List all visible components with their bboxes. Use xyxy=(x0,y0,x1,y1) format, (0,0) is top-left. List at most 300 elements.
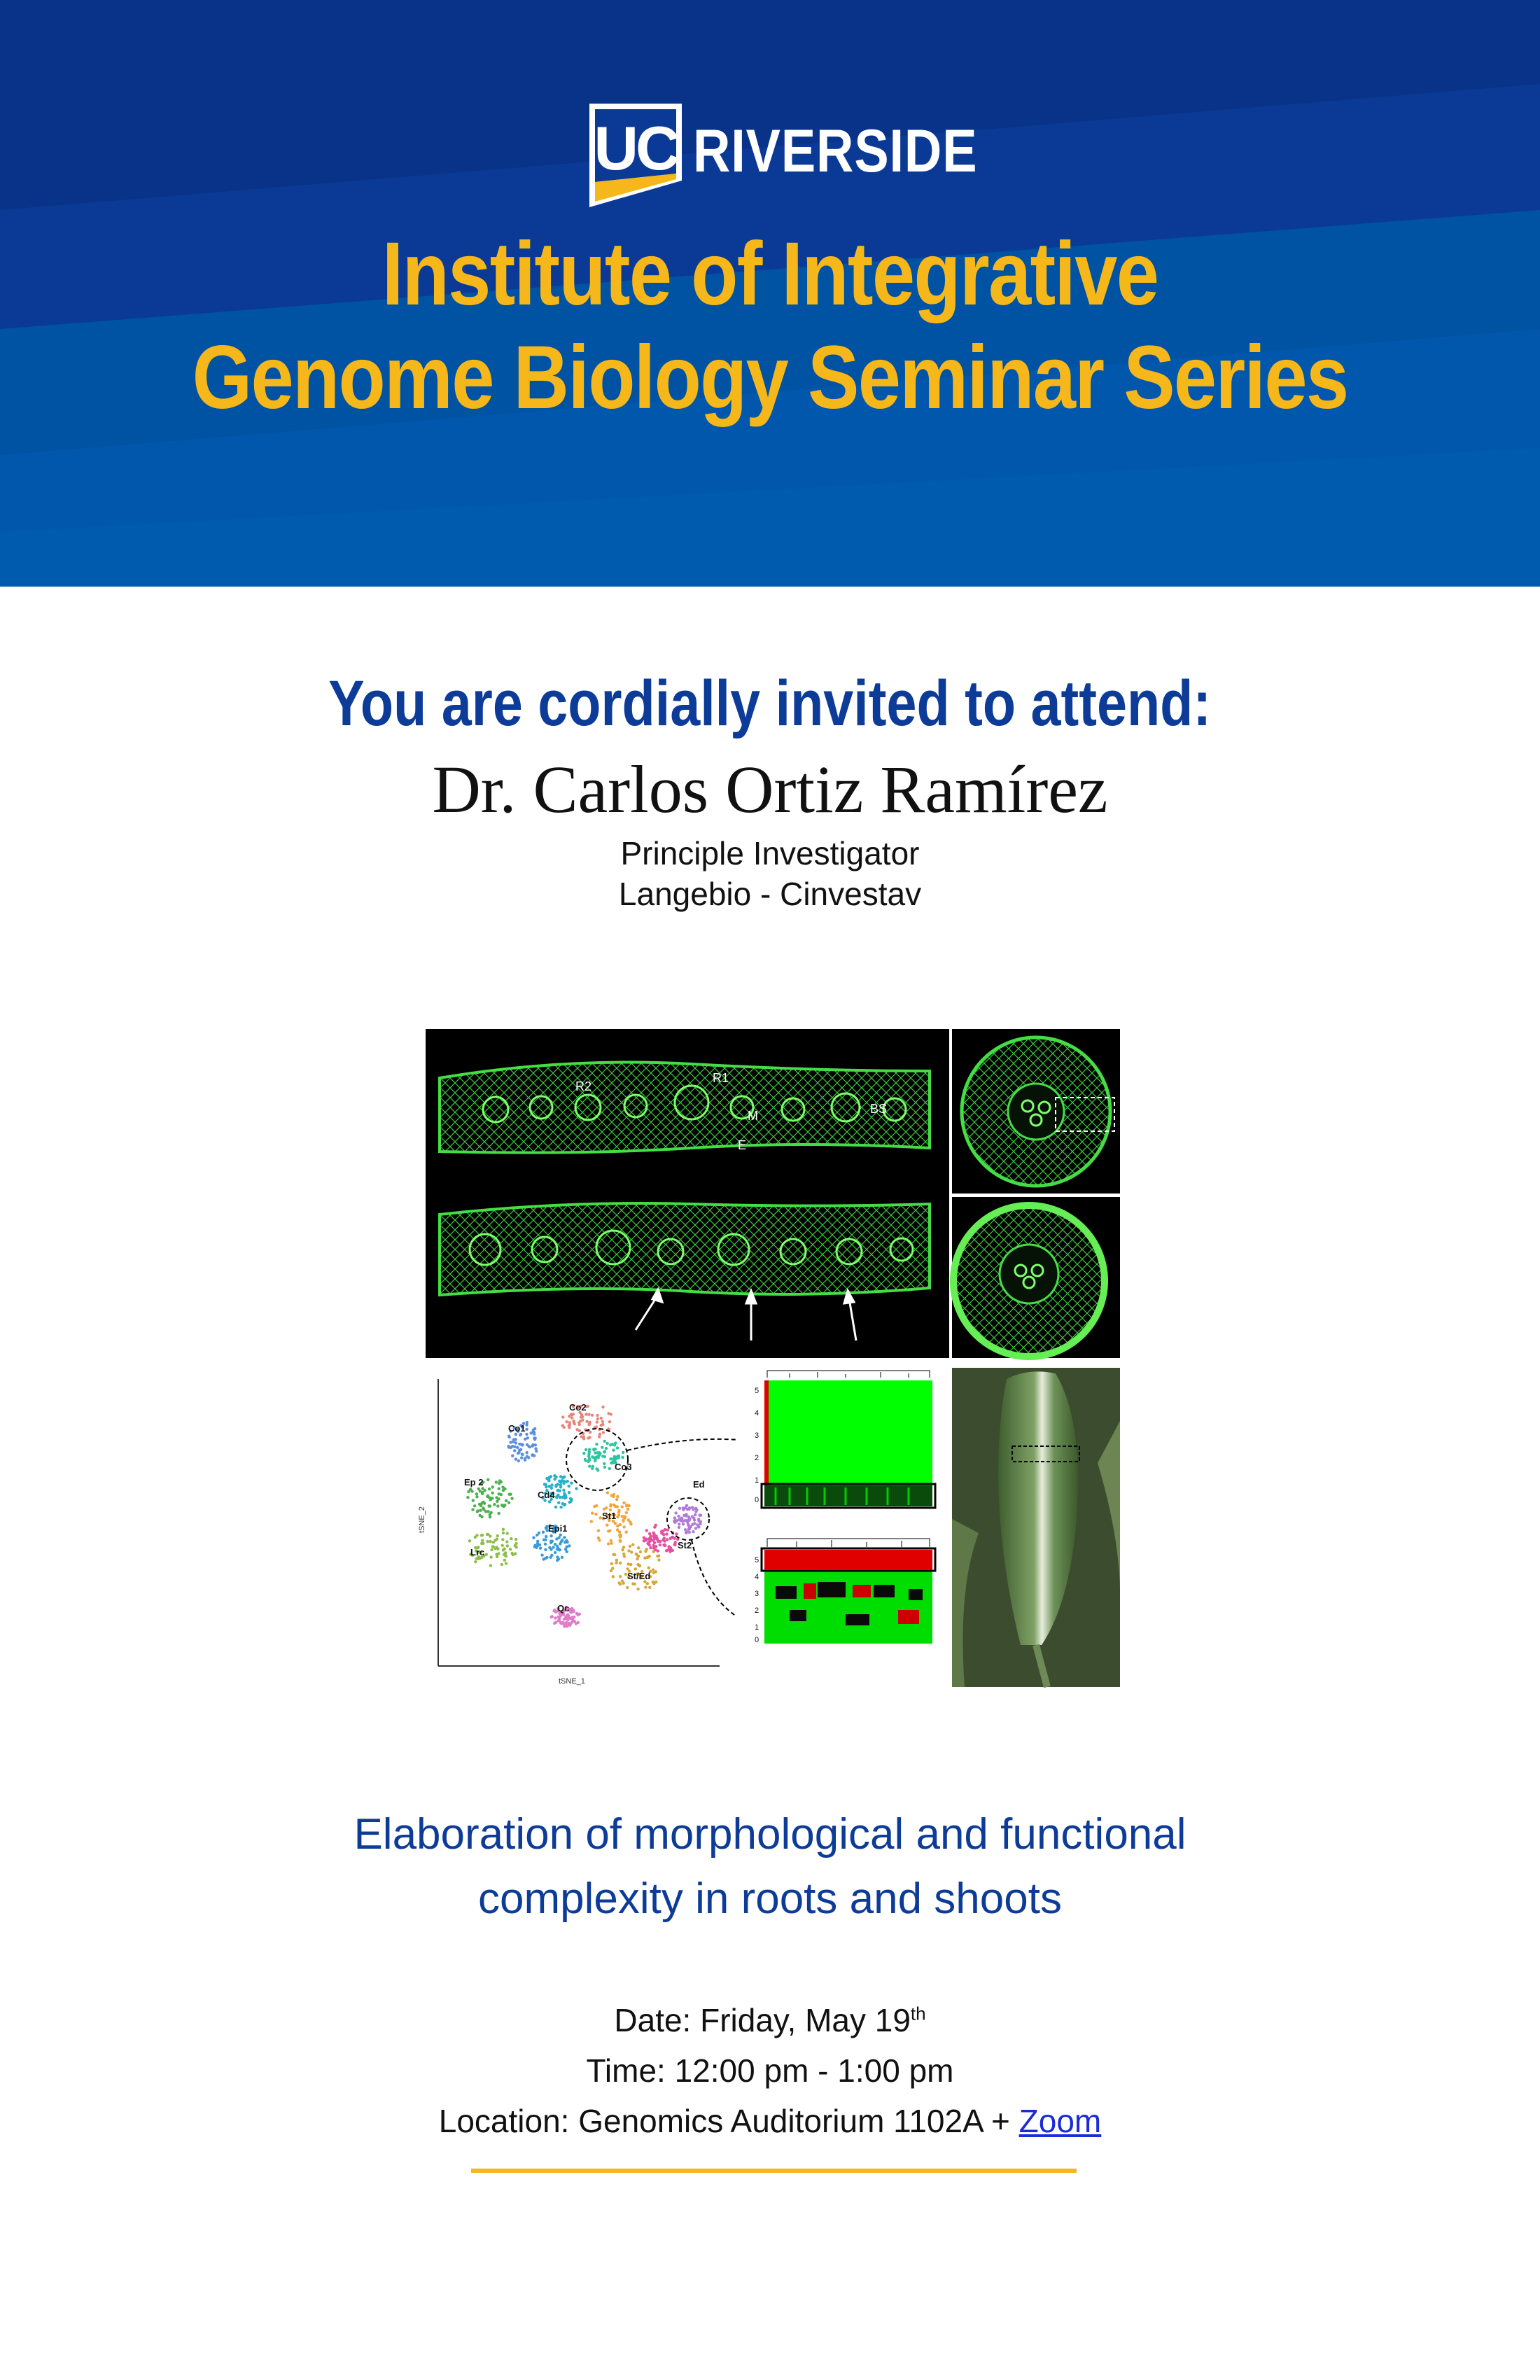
cluster-point xyxy=(598,1433,601,1436)
cluster-point xyxy=(588,1448,591,1451)
cluster-point xyxy=(514,1441,517,1444)
cluster-point xyxy=(614,1522,617,1525)
cluster-point xyxy=(654,1524,657,1527)
cluster-point xyxy=(617,1581,620,1584)
cluster-point xyxy=(588,1436,591,1438)
leaf-photo-panel xyxy=(952,1368,1120,1687)
cluster-label: Qc xyxy=(557,1603,570,1614)
cluster-point xyxy=(577,1621,580,1624)
cluster-point xyxy=(609,1443,612,1446)
cluster-point xyxy=(666,1538,668,1541)
cluster-point xyxy=(621,1548,624,1551)
cluster-point xyxy=(520,1443,523,1446)
cluster-point xyxy=(680,1519,683,1522)
cluster-point xyxy=(694,1507,697,1510)
cluster-point xyxy=(547,1478,550,1481)
cluster-point xyxy=(564,1541,567,1544)
cluster-point xyxy=(610,1539,612,1542)
riverside-logo-text: RIVERSIDE xyxy=(693,118,978,185)
cluster-point xyxy=(659,1544,662,1546)
cluster-point xyxy=(486,1540,489,1543)
cluster-point xyxy=(496,1534,499,1537)
cluster-point xyxy=(494,1539,497,1541)
cluster-point xyxy=(550,1534,552,1537)
cluster-point xyxy=(544,1543,547,1546)
cluster-point xyxy=(514,1457,517,1460)
cluster-point xyxy=(596,1414,598,1417)
cluster-point xyxy=(688,1518,691,1520)
cluster-point xyxy=(601,1406,604,1408)
cluster-point xyxy=(507,1445,510,1448)
cluster-point xyxy=(562,1480,565,1483)
cluster-point xyxy=(639,1550,642,1553)
cluster-point xyxy=(592,1465,594,1468)
cluster-point xyxy=(538,1532,540,1534)
cluster-label: Cd4 xyxy=(538,1490,555,1500)
cluster-point xyxy=(484,1510,487,1513)
institute-title-line2: Genome Biology Seminar Series xyxy=(192,328,1348,428)
cluster-point xyxy=(673,1521,676,1524)
cluster-point xyxy=(662,1533,665,1536)
cluster-point xyxy=(619,1534,622,1536)
cluster-point xyxy=(644,1586,647,1588)
cluster-point xyxy=(559,1548,561,1551)
cluster-point xyxy=(595,1504,598,1507)
cluster-point xyxy=(568,1501,571,1504)
date-suffix: th xyxy=(910,2003,926,2024)
cluster-point xyxy=(554,1616,556,1619)
cluster-point xyxy=(646,1542,649,1545)
cluster-point xyxy=(559,1475,562,1478)
cluster-point xyxy=(697,1518,700,1520)
cluster-point xyxy=(578,1429,581,1432)
cluster-point xyxy=(491,1497,493,1499)
cluster-point xyxy=(646,1582,649,1585)
cluster-point xyxy=(626,1508,629,1511)
cluster-point xyxy=(510,1537,512,1540)
cluster-point xyxy=(556,1559,559,1562)
heatmap-row-label: 2 xyxy=(755,1606,760,1615)
cluster-point xyxy=(691,1506,694,1508)
cluster-point xyxy=(554,1543,556,1546)
cluster-point xyxy=(559,1534,562,1536)
cluster-point xyxy=(477,1488,480,1490)
talk-title-line2: complexity in roots and shoots xyxy=(478,1875,1062,1923)
cluster-point xyxy=(535,1546,538,1549)
cluster-point xyxy=(472,1499,475,1502)
cluster-point xyxy=(584,1448,587,1451)
cluster-point xyxy=(573,1421,575,1424)
cluster-point xyxy=(468,1539,471,1542)
cluster-point xyxy=(678,1526,680,1529)
cluster-point xyxy=(493,1503,496,1506)
cluster-point xyxy=(561,1424,564,1427)
heatmap-row-label: 3 xyxy=(755,1590,760,1598)
cluster-point xyxy=(506,1544,509,1547)
cluster-point xyxy=(510,1552,513,1555)
cluster-point xyxy=(554,1620,557,1623)
cluster-point xyxy=(606,1491,609,1494)
cluster-point xyxy=(501,1544,504,1547)
cluster-point xyxy=(610,1457,612,1460)
cluster-point xyxy=(631,1543,634,1546)
cluster-point xyxy=(531,1443,534,1446)
cluster-point xyxy=(644,1550,647,1553)
cluster-point xyxy=(482,1506,484,1509)
cluster-point xyxy=(652,1539,654,1541)
cluster-point xyxy=(631,1582,634,1585)
cluster-point xyxy=(503,1504,506,1506)
cluster-point xyxy=(649,1539,652,1542)
cluster-point xyxy=(584,1413,587,1415)
cluster-point xyxy=(481,1534,484,1536)
cluster-point xyxy=(578,1423,581,1426)
cluster-point xyxy=(519,1448,522,1451)
cluster-point xyxy=(607,1412,610,1415)
heatmap-row-label: 4 xyxy=(755,1409,760,1418)
cluster-point xyxy=(616,1516,619,1518)
cluster-point xyxy=(610,1562,613,1565)
cluster-point xyxy=(609,1504,612,1507)
cluster-point xyxy=(482,1542,484,1545)
cluster-point xyxy=(598,1452,601,1455)
event-location: Location: Genomics Auditorium 1102A + Zoom xyxy=(438,2103,1102,2139)
cluster-point xyxy=(545,1483,547,1486)
cluster-point xyxy=(568,1623,570,1626)
cluster-point xyxy=(544,1539,547,1541)
cluster-point xyxy=(682,1522,685,1525)
cluster-point xyxy=(550,1616,552,1618)
cluster-point xyxy=(481,1539,484,1542)
heatmap-top xyxy=(736,1368,949,1520)
cluster-point xyxy=(473,1504,476,1507)
cluster-point xyxy=(513,1449,516,1452)
cluster-point xyxy=(697,1525,700,1528)
cluster-point xyxy=(500,1493,503,1496)
cluster-point xyxy=(637,1546,640,1549)
cluster-point xyxy=(612,1575,615,1578)
cluster-point xyxy=(488,1488,491,1490)
cluster-point xyxy=(475,1534,478,1536)
cluster-label: Ed xyxy=(693,1479,705,1490)
cluster-point xyxy=(648,1555,650,1558)
cluster-label: Co3 xyxy=(615,1462,632,1472)
cluster-point xyxy=(630,1550,633,1553)
cluster-point xyxy=(617,1509,620,1512)
cluster-point xyxy=(619,1540,622,1543)
cluster-point xyxy=(625,1504,628,1507)
cluster-point xyxy=(568,1544,570,1547)
speaker-affiliation: Langebio - Cinvestav xyxy=(618,876,922,912)
cluster-point xyxy=(605,1447,608,1450)
cluster-point xyxy=(622,1525,625,1528)
cluster-point xyxy=(538,1544,541,1546)
cluster-point xyxy=(601,1420,604,1423)
cluster-point xyxy=(533,1433,536,1436)
heatmap-row-label: 2 xyxy=(755,1454,760,1462)
cluster-point xyxy=(616,1528,619,1531)
cluster-point xyxy=(534,1436,537,1439)
cluster-point xyxy=(466,1496,469,1499)
cluster-point xyxy=(648,1586,651,1589)
cluster-point xyxy=(562,1613,565,1616)
cluster-point xyxy=(572,1609,575,1611)
cluster-point xyxy=(568,1485,570,1488)
section-label: BS xyxy=(870,1102,888,1116)
cluster-point xyxy=(531,1453,533,1456)
cluster-point xyxy=(663,1539,666,1542)
section-label: E xyxy=(738,1138,747,1152)
cluster-label: St1 xyxy=(602,1511,617,1521)
cluster-point xyxy=(622,1520,624,1522)
cluster-point xyxy=(699,1514,702,1517)
cluster-point xyxy=(496,1548,499,1550)
cluster-point xyxy=(619,1575,622,1578)
cluster-point xyxy=(532,1536,535,1539)
research-figure xyxy=(418,1029,1120,1687)
cluster-point xyxy=(612,1553,615,1556)
cluster-point xyxy=(570,1413,573,1416)
cluster-point xyxy=(694,1510,697,1513)
cluster-label: Co2 xyxy=(569,1402,587,1413)
cluster-point xyxy=(511,1455,514,1457)
cluster-point xyxy=(492,1545,495,1548)
cluster-point xyxy=(580,1415,582,1418)
cluster-point xyxy=(664,1544,666,1547)
cluster-label: Co1 xyxy=(508,1423,526,1434)
heatmap-row-label: 3 xyxy=(755,1432,760,1440)
cluster-point xyxy=(584,1458,587,1461)
cluster-point xyxy=(615,1561,617,1564)
cluster-point xyxy=(545,1527,547,1530)
cluster-point xyxy=(557,1536,560,1539)
cluster-point xyxy=(587,1413,590,1416)
speaker-role: Principle Investigator xyxy=(620,835,920,872)
zoom-link[interactable]: Zoom xyxy=(1018,2103,1102,2139)
cluster-point xyxy=(557,1502,560,1504)
cluster-point xyxy=(663,1536,666,1539)
cluster-point xyxy=(616,1525,619,1527)
cluster-point xyxy=(504,1551,507,1554)
cluster-point xyxy=(616,1505,619,1508)
cluster-point xyxy=(621,1505,624,1508)
cluster-point xyxy=(645,1529,648,1532)
cluster-label: St/Ed xyxy=(627,1571,651,1581)
cluster-point xyxy=(476,1510,479,1513)
cluster-point xyxy=(688,1531,691,1534)
cluster-point xyxy=(596,1420,598,1423)
cluster-point xyxy=(616,1446,619,1449)
cluster-point xyxy=(625,1511,628,1514)
cluster-point xyxy=(619,1562,622,1564)
cluster-point xyxy=(569,1617,572,1620)
cluster-point xyxy=(590,1520,593,1522)
cluster-point xyxy=(524,1457,526,1460)
cluster-point xyxy=(665,1532,668,1535)
cluster-point xyxy=(497,1512,500,1515)
cluster-point xyxy=(520,1456,523,1459)
cluster-point xyxy=(528,1446,531,1448)
cluster-point xyxy=(678,1522,680,1525)
cluster-label: Ep 2 xyxy=(464,1477,484,1488)
gold-divider xyxy=(471,2169,1077,2173)
cluster-point xyxy=(617,1457,620,1460)
cluster-point xyxy=(556,1489,559,1492)
cluster-point xyxy=(627,1549,630,1552)
axis-x-label: tSNE_1 xyxy=(559,1677,585,1686)
cluster-point xyxy=(669,1548,672,1550)
cluster-point xyxy=(517,1460,520,1462)
cluster-point xyxy=(598,1435,601,1438)
cluster-point xyxy=(654,1545,657,1548)
cluster-point xyxy=(568,1491,570,1494)
cluster-point xyxy=(600,1417,603,1420)
cluster-point xyxy=(510,1497,513,1500)
cluster-point xyxy=(505,1540,508,1543)
cluster-point xyxy=(659,1540,662,1543)
cluster-point xyxy=(565,1480,568,1483)
cluster-point xyxy=(489,1555,492,1558)
cluster-point xyxy=(475,1492,478,1495)
cluster-point xyxy=(486,1533,489,1536)
cluster-point xyxy=(575,1487,578,1490)
cluster-point xyxy=(603,1440,606,1443)
cluster-point xyxy=(559,1542,561,1545)
cluster-point xyxy=(565,1420,568,1423)
cluster-point xyxy=(514,1438,517,1441)
tsne-cluster-plot xyxy=(418,1368,752,1687)
cluster-point xyxy=(652,1569,654,1572)
cluster-point xyxy=(491,1485,494,1488)
cluster-point xyxy=(505,1562,507,1564)
axis-y-label: tSNE_2 xyxy=(418,1506,426,1533)
cluster-point xyxy=(674,1511,677,1514)
cluster-point xyxy=(509,1493,512,1496)
cluster-point xyxy=(483,1502,486,1505)
cluster-point xyxy=(636,1555,639,1558)
heatmap-row-label: 5 xyxy=(755,1556,760,1564)
cluster-point xyxy=(517,1451,520,1454)
cluster-point xyxy=(662,1530,664,1532)
cluster-point xyxy=(501,1538,504,1541)
event-time: Time: 12:00 pm - 1:00 pm xyxy=(586,2052,954,2089)
cluster-point xyxy=(654,1581,657,1583)
institute-title xyxy=(0,223,1540,430)
cluster-point xyxy=(563,1624,566,1627)
talk-title xyxy=(0,1802,1540,1931)
cluster-point xyxy=(545,1556,548,1559)
cluster-point xyxy=(685,1514,687,1517)
cluster-point xyxy=(610,1569,612,1572)
heatmap-row-label: 1 xyxy=(755,1623,760,1632)
cluster-point xyxy=(592,1448,595,1450)
cluster-point xyxy=(623,1555,626,1558)
cluster-point xyxy=(507,1435,510,1438)
cluster-point xyxy=(496,1500,498,1503)
cluster-point xyxy=(677,1515,680,1518)
root-section-panel-bottom xyxy=(952,1197,1120,1358)
cluster-point xyxy=(483,1489,486,1492)
cluster-point xyxy=(597,1530,600,1532)
cluster-point xyxy=(563,1536,566,1539)
cluster-point xyxy=(577,1614,580,1616)
cluster-point xyxy=(505,1555,507,1558)
cluster-point xyxy=(533,1427,536,1430)
cluster-point xyxy=(485,1553,488,1556)
cluster-point xyxy=(514,1538,517,1541)
cluster-point xyxy=(612,1504,615,1506)
root-section-panel-top xyxy=(952,1029,1120,1194)
cluster-point xyxy=(610,1542,612,1545)
cluster-point xyxy=(490,1511,493,1514)
cluster-point xyxy=(509,1441,512,1443)
cluster-point xyxy=(515,1546,518,1548)
cluster-point xyxy=(645,1539,648,1541)
cluster-point xyxy=(612,1493,615,1496)
cluster-point xyxy=(673,1544,676,1546)
cluster-point xyxy=(671,1536,674,1539)
cluster-point xyxy=(591,1511,594,1514)
cluster-point xyxy=(608,1420,611,1423)
cluster-point xyxy=(652,1550,654,1553)
cluster-point xyxy=(559,1506,562,1508)
cluster-point xyxy=(525,1423,528,1426)
cluster-point xyxy=(594,1513,597,1516)
cluster-point xyxy=(506,1532,509,1534)
cluster-point xyxy=(487,1504,490,1507)
cluster-point xyxy=(550,1483,553,1486)
cluster-point xyxy=(489,1540,491,1543)
cluster-point xyxy=(600,1424,603,1427)
cluster-point xyxy=(496,1504,499,1507)
cluster-point xyxy=(498,1488,500,1490)
cluster-point xyxy=(613,1443,616,1446)
cluster-point xyxy=(603,1462,606,1465)
cluster-point xyxy=(489,1564,492,1567)
cluster-point xyxy=(553,1478,556,1480)
heatmap-row-label: 0 xyxy=(755,1636,760,1644)
cluster-point xyxy=(694,1527,697,1530)
section-label: R1 xyxy=(713,1071,729,1085)
cluster-point xyxy=(561,1539,564,1541)
cluster-point xyxy=(596,1418,599,1420)
cluster-point xyxy=(603,1466,606,1469)
cluster-point xyxy=(621,1456,624,1459)
cluster-point xyxy=(587,1460,589,1463)
leaf-section-panel xyxy=(426,1029,949,1358)
cluster-point xyxy=(621,1515,624,1518)
cluster-point xyxy=(486,1478,489,1481)
cluster-point xyxy=(525,1433,528,1436)
cluster-point xyxy=(561,1556,564,1559)
cluster-point xyxy=(691,1523,694,1526)
cluster-point xyxy=(514,1542,517,1545)
cluster-point xyxy=(582,1452,585,1455)
cluster-point xyxy=(562,1489,565,1492)
cluster-point xyxy=(490,1548,493,1551)
cluster-point xyxy=(475,1495,478,1498)
cluster-point xyxy=(657,1558,660,1561)
cluster-point xyxy=(488,1496,491,1499)
cluster-label: Epi1 xyxy=(548,1523,568,1534)
cluster-point xyxy=(509,1548,512,1550)
cluster-point xyxy=(634,1567,637,1570)
cluster-point xyxy=(666,1529,669,1532)
cluster-point xyxy=(657,1555,660,1558)
heatmap-bottom xyxy=(736,1525,949,1687)
cluster-point xyxy=(649,1546,652,1549)
cluster-point xyxy=(481,1491,484,1494)
